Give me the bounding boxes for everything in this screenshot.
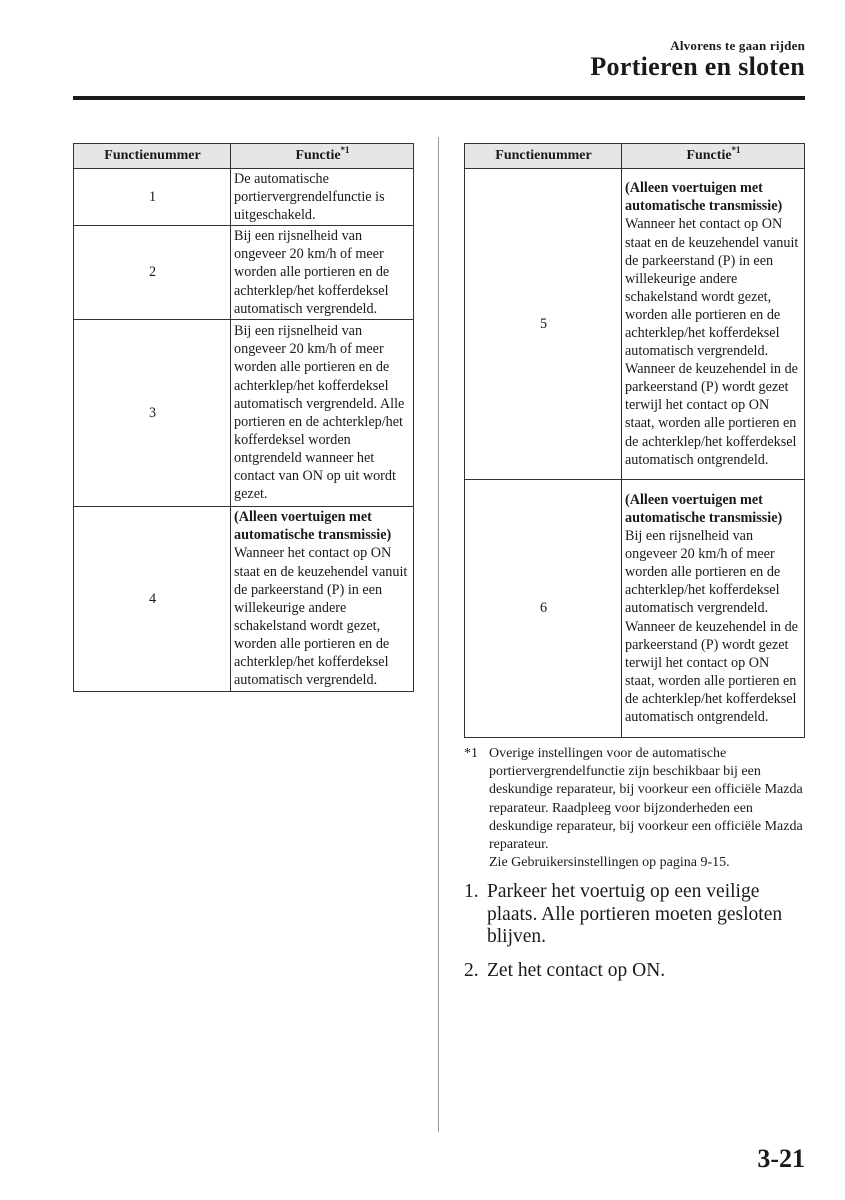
function-description — [231, 226, 414, 319]
column-header-function-label: Functie — [686, 147, 732, 163]
list-item — [464, 960, 809, 983]
table-row — [74, 226, 414, 319]
page-title: Portieren en sloten — [590, 52, 805, 81]
footnote — [464, 745, 809, 872]
table-row — [74, 506, 414, 691]
function-description — [231, 506, 414, 691]
column-header-function — [231, 144, 414, 169]
footnote-text: Overige instellingen voor de automatische portiervergrendelfunctie zijn beschikbaar bij een deskundige reparateur, bij voorkeur een officiële Mazda reparateur. Raadpleeg voor bijzonderheden een deskundige reparateur, bij voorkeur een officiële Mazda reparateur. — [489, 746, 803, 853]
column-divider — [438, 137, 439, 1132]
step-number: 2. — [464, 959, 479, 981]
table-row — [465, 480, 805, 738]
function-number: 1 — [74, 169, 231, 226]
step-number: 1. — [464, 881, 479, 902]
function-description — [622, 169, 805, 480]
footnote-reference: Zie Gebruikersinstellingen op pagina 9-15. — [489, 855, 730, 871]
procedure-steps — [464, 881, 809, 993]
table-row — [74, 319, 414, 506]
column-header-number: Functienummer — [465, 144, 622, 169]
function-number: 3 — [74, 319, 231, 506]
table-row — [465, 169, 805, 480]
function-condition: (Alleen voertuigen met automatische transmissie) — [625, 180, 783, 215]
function-condition: (Alleen voertuigen met automatische transmissie) — [234, 509, 392, 544]
function-text: Bij een rijsnelheid van ongeveer 20 km/h of meer worden alle portieren en de achterklep/het kofferdeksel automatisch vergrendeld. Alle portieren en de achterklep/het kofferdeksel worden ontgrendeld wanneer het contact van ON op uit wordt gezet. — [234, 323, 405, 503]
table-header-row — [465, 144, 805, 169]
function-text: Wanneer het contact op ON staat en de keuzehendel vanuit de parkeerstand (P) in een willekeurige andere schakelstand wordt gezet, worden alle portieren en de achterklep/het kofferdeksel automatisch vergrendeld. — [234, 545, 408, 689]
page-number: 3-21 — [757, 1144, 805, 1173]
function-description — [622, 480, 805, 738]
function-description — [231, 319, 414, 506]
column-header-function — [622, 144, 805, 169]
function-text: Bij een rijsnelheid van ongeveer 20 km/h of meer worden alle portieren en de achterklep/het kofferdeksel automatisch vergrendeld. Wanneer de keuzehendel in de parkeerstand (P) wordt gezet terwijl het contact op ON staat, worden alle portieren en de achterklep/het kofferdeksel automatisch ontgrendeld. — [625, 528, 798, 726]
function-number: 4 — [74, 506, 231, 691]
list-item — [464, 881, 809, 949]
step-text: Parkeer het voertuig op een veilige plaats. Alle portieren moeten gesloten blijven. — [487, 881, 783, 947]
column-header-number: Functienummer — [74, 144, 231, 169]
function-number: 5 — [465, 169, 622, 480]
footnote-marker: *1 — [731, 144, 741, 155]
function-condition: (Alleen voertuigen met automatische transmissie) — [625, 491, 783, 526]
table-row — [74, 169, 414, 226]
function-text: De automatische portiervergrendelfunctie is uitgeschakeld. — [234, 171, 385, 224]
function-table-left — [73, 143, 414, 692]
footnote-marker: *1 — [340, 144, 350, 155]
footnote-mark: *1 — [464, 746, 478, 761]
section-label: Alvorens te gaan rijden — [670, 38, 805, 53]
function-number: 2 — [74, 226, 231, 319]
function-text: Wanneer het contact op ON staat en de keuzehendel vanuit de parkeerstand (P) in een willekeurige andere schakelstand wordt gezet, worden alle portieren en de achterklep/het kofferdeksel automatisch vergrendeld. Wanneer de keuzehendel in de parkeerstand (P) wordt gezet terwijl het contact op ON staat, worden alle portieren en de achterklep/het kofferdeksel automatisch ontgrendeld. — [625, 216, 799, 468]
function-description — [231, 169, 414, 226]
function-number: 6 — [465, 480, 622, 738]
table-header-row — [74, 144, 414, 169]
function-text: Bij een rijsnelheid van ongeveer 20 km/h of meer worden alle portieren en de achterklep/het kofferdeksel automatisch vergrendeld. — [234, 228, 390, 317]
step-text: Zet het contact op ON. — [487, 959, 666, 981]
column-header-function-label: Functie — [295, 147, 341, 163]
title-rule — [73, 96, 805, 100]
function-table-right — [464, 143, 805, 738]
